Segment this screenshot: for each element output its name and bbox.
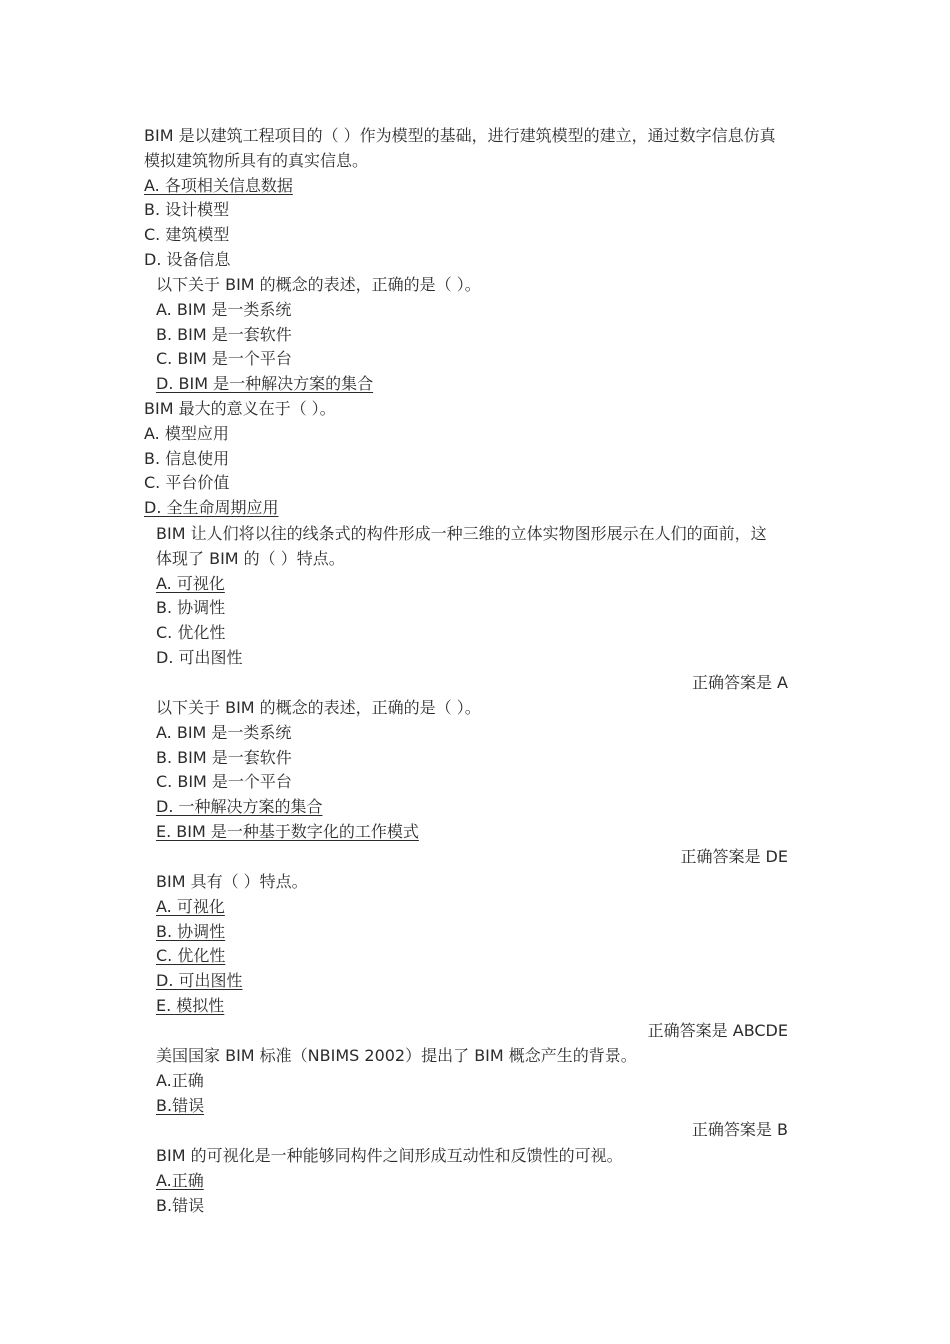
correct-answer: 正确答案是 B	[691, 1120, 788, 1140]
option-b: B.错误	[156, 1195, 205, 1215]
question-4	[0, 522, 950, 696]
question-stem: BIM 具有（ ）特点。	[156, 872, 308, 891]
question-stem: BIM 让人们将以往的线条式的构件形成一种三维的立体实物图形展示在人们的面前，这	[156, 524, 767, 543]
option-b: B. 设计模型	[144, 200, 230, 220]
question-stem: 以下关于 BIM 的概念的表述，正确的是（ ）。	[156, 698, 481, 717]
option-e-selected: E. 模拟性	[156, 995, 225, 1015]
question-stem: 模拟建筑物所具有的真实信息。	[144, 150, 369, 170]
question-5	[0, 696, 950, 870]
question-stem: BIM 最大的意义在于（ ）。	[144, 399, 336, 418]
option-d-selected: D. BIM 是一种解决方案的集合	[156, 374, 374, 394]
option-a: A. BIM 是一类系统	[156, 299, 292, 319]
question-3	[0, 397, 950, 521]
option-d: D. 设备信息	[144, 249, 231, 269]
question-8	[0, 1144, 950, 1218]
option-c: C. 优化性	[156, 623, 226, 643]
correct-answer: 正确答案是 DE	[680, 846, 788, 866]
option-d-selected: D. 全生命周期应用	[144, 498, 279, 518]
option-a-selected: A.正确	[156, 1170, 204, 1190]
option-b-selected: B. 协调性	[156, 921, 226, 941]
question-6	[0, 870, 950, 1044]
option-a-selected: A. 各项相关信息数据	[144, 175, 293, 195]
question-1	[0, 124, 950, 273]
option-c: C. 平台价值	[144, 473, 230, 493]
option-d-selected: D. 一种解决方案的集合	[156, 797, 323, 817]
question-stem: 体现了 BIM 的（ ）特点。	[156, 548, 345, 568]
question-stem: BIM 是以建筑工程项目的（ ）作为模型的基础，进行建筑模型的建立，通过数字信息仿真	[144, 126, 776, 145]
question-stem: BIM 的可视化是一种能够同构件之间形成互动性和反馈性的可视。	[156, 1146, 623, 1165]
option-d: D. 可出图性	[156, 647, 243, 667]
correct-answer: 正确答案是 A	[691, 672, 788, 692]
option-a: A.正确	[156, 1070, 204, 1090]
question-stem: 以下关于 BIM 的概念的表述，正确的是（ ）。	[156, 275, 481, 294]
question-2	[0, 273, 950, 397]
option-c: C. BIM 是一个平台	[156, 772, 292, 792]
option-c: C. BIM 是一个平台	[156, 349, 292, 369]
correct-answer: 正确答案是 ABCDE	[647, 1020, 788, 1040]
option-b: B. 信息使用	[144, 448, 230, 468]
option-b: B. 协调性	[156, 598, 226, 618]
option-a: A. BIM 是一类系统	[156, 722, 292, 742]
option-c-selected: C. 优化性	[156, 946, 226, 966]
option-a: A. 模型应用	[144, 423, 229, 443]
option-b: B. BIM 是一套软件	[156, 747, 292, 767]
option-a-selected: A. 可视化	[156, 896, 225, 916]
option-b: B. BIM 是一套软件	[156, 324, 292, 344]
question-7	[0, 1044, 950, 1143]
option-a-selected: A. 可视化	[156, 573, 225, 593]
option-b-selected: B.错误	[156, 1095, 205, 1115]
option-c: C. 建筑模型	[144, 225, 230, 245]
question-stem: 美国国家 BIM 标准（NBIMS 2002）提出了 BIM 概念产生的背景。	[156, 1046, 637, 1065]
option-e-selected: E. BIM 是一种基于数字化的工作模式	[156, 821, 419, 841]
option-d-selected: D. 可出图性	[156, 971, 243, 991]
